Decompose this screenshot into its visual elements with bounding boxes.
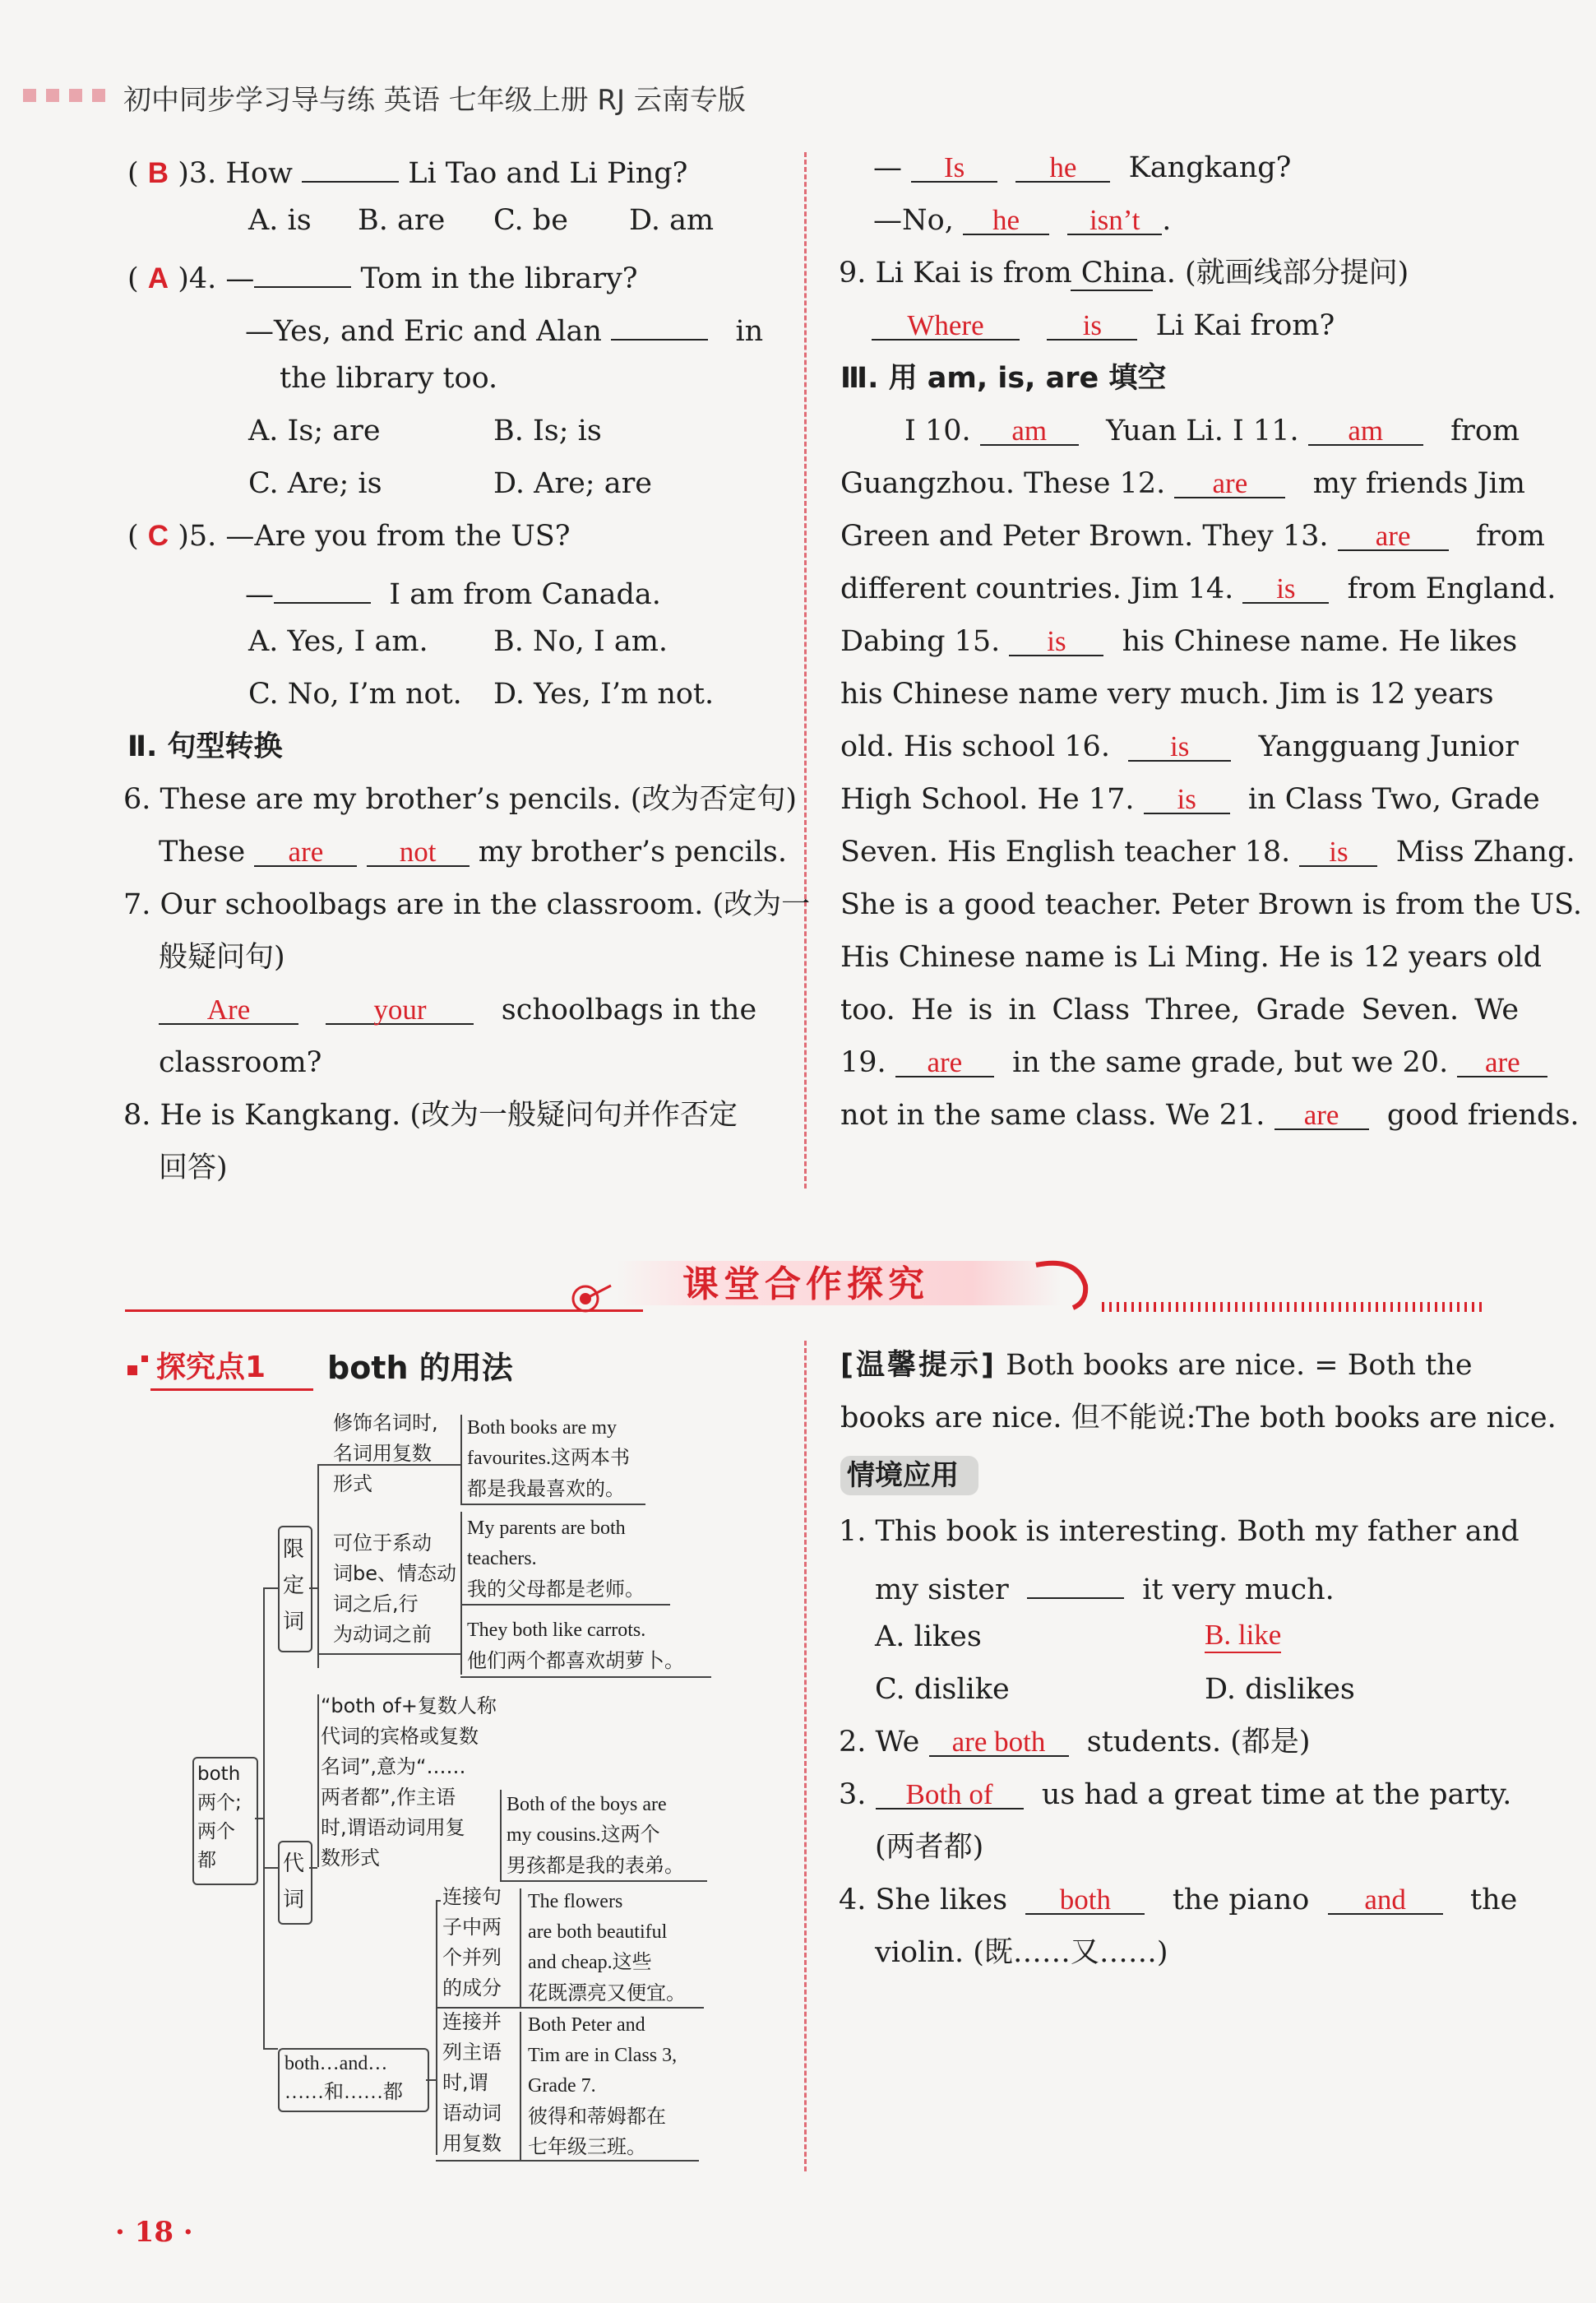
point-label: 探究点1 xyxy=(156,1351,266,1384)
mindmap-link xyxy=(426,2079,436,2081)
mindmap-link xyxy=(263,1587,278,1589)
option-a: A. Yes, I am. xyxy=(248,625,428,658)
question-4-line3: the library too. xyxy=(280,362,498,395)
mindmap-node-desc: 连接并 xyxy=(442,2010,502,2033)
header-decor xyxy=(69,89,82,102)
mindmap-node-desc: 词之后,行 xyxy=(333,1592,419,1615)
mindmap-example: teachers. xyxy=(467,1548,537,1569)
mindmap-example: Grade 7. xyxy=(528,2075,596,2097)
mindmap-node-desc: 两者都”,作主语 xyxy=(321,1786,456,1809)
mindmap-node-desc: 列主语 xyxy=(442,2041,502,2064)
question-8-answer-line2: —No, he isn’t . xyxy=(873,204,1172,237)
tip-line2: books are nice. 但不能说:The both books are nice. xyxy=(840,1402,1557,1434)
answer-choice: B xyxy=(147,157,169,189)
header-decor xyxy=(46,89,59,102)
answer-blank[interactable]: is xyxy=(1009,623,1103,656)
question-8: 8. He is Kangkang. (改为一般疑问句并作否定 xyxy=(123,1099,738,1132)
mindmap-branch xyxy=(317,1694,319,1867)
mindmap-link xyxy=(263,2048,278,2050)
mindmap-example: The flowers xyxy=(528,1891,623,1912)
banner-target-icon xyxy=(566,1279,615,1319)
answer-blank[interactable]: not xyxy=(367,834,470,867)
apply-question-4-line2: violin. (既……又……) xyxy=(875,1936,1168,1969)
column-divider-lower xyxy=(804,1341,807,2171)
mindmap-link xyxy=(460,1504,645,1505)
mindmap-branch xyxy=(317,1464,319,1668)
option-d: D. Are; are xyxy=(493,467,653,500)
mindmap-node-desc: 修饰名词时, xyxy=(333,1411,438,1434)
answer-blank[interactable]: are xyxy=(1338,518,1449,551)
mindmap-node-desc: 的成分 xyxy=(442,1976,502,1999)
option-a: A. is xyxy=(248,204,312,237)
mindmap-branch xyxy=(436,1900,437,2155)
mindmap-node-desc: 代词的宾格或复数 xyxy=(321,1725,479,1748)
cloze-line: Guangzhou. These 12. are my friends Jim xyxy=(840,467,1525,500)
option-a: A. likes xyxy=(875,1620,982,1653)
answer-blank[interactable]: Both of xyxy=(876,1777,1024,1810)
header-decor xyxy=(23,89,36,102)
point-dots xyxy=(141,1355,148,1362)
mindmap-branch xyxy=(460,1415,462,1504)
mindmap-node-desc: 子中两 xyxy=(442,1916,502,1939)
apply-question-2: 2. We are both students. (都是) xyxy=(839,1726,1311,1759)
mindmap-branch xyxy=(460,1512,462,1675)
mindmap-node-desc: 数形式 xyxy=(321,1847,380,1870)
tip-label: [温馨提示] xyxy=(840,1349,997,1382)
banner-title: 课堂合作探究 xyxy=(682,1263,929,1305)
cloze-line: High School. He 17. is in Class Two, Grade xyxy=(840,783,1540,816)
answer-blank[interactable] xyxy=(254,255,351,288)
mindmap-link xyxy=(436,1900,441,1902)
answer-blank[interactable]: are xyxy=(1274,1097,1369,1130)
section-2-title: Ⅱ. 句型转换 xyxy=(127,730,283,763)
mindmap-pron-label: 代词 xyxy=(283,1851,305,1912)
apply-question-1: 1. This book is interesting. Both my father and xyxy=(839,1515,1520,1548)
option-d: D. am xyxy=(629,204,715,237)
mindmap-example: and cheap.这些 xyxy=(528,1952,652,1973)
mindmap-node-desc: 用复数 xyxy=(442,2132,502,2155)
question-4-line2: —Yes, and Eric and Alan in xyxy=(245,308,763,350)
answer-blank[interactable]: are xyxy=(1174,466,1285,498)
mindmap-example: They both like carrots. xyxy=(467,1620,646,1641)
answer-blank[interactable]: he xyxy=(963,202,1049,235)
answer-blank[interactable]: am xyxy=(1308,413,1423,446)
cloze-line: Green and Peter Brown. They 13. are from xyxy=(840,520,1545,553)
question-7-answer: Are your schoolbags in the xyxy=(159,992,756,1028)
point-dots xyxy=(127,1365,137,1375)
apply-question-4: 4. She likes both the piano and the xyxy=(839,1884,1518,1916)
mindmap-branch xyxy=(500,1790,502,1880)
mindmap-example: 七年级三班。 xyxy=(528,2135,646,2158)
option-c: C. Are; is xyxy=(248,467,382,500)
mindmap-example: 都是我最喜欢的。 xyxy=(467,1477,625,1500)
option-b: B. are xyxy=(358,204,446,237)
mindmap-example: Both Peter and xyxy=(528,2014,645,2036)
answer-blank[interactable]: Where xyxy=(872,308,1020,341)
cloze-line: I 10. am Yuan Li. I 11. am from xyxy=(904,415,1520,447)
apply-question-3: 3. Both of us had a great time at the party. xyxy=(839,1778,1512,1811)
mindmap-branch xyxy=(520,2012,521,2160)
question-6-answer: These are not my brother’s pencils. xyxy=(159,836,787,869)
mindmap-example: 彼得和蒂姆都在 xyxy=(528,2105,666,2128)
apply-question-3-note: (两者都) xyxy=(875,1831,984,1864)
mindmap-example: Tim are in Class 3, xyxy=(528,2045,678,2066)
cloze-line: Dabing 15. is his Chinese name. He likes xyxy=(840,625,1518,658)
mindmap-node-desc: 可位于系动 xyxy=(333,1531,432,1555)
tip: [温馨提示] Both books are nice. = Both the xyxy=(840,1349,1473,1382)
answer-blank[interactable]: am xyxy=(980,413,1079,446)
answer-blank[interactable]: are both xyxy=(929,1724,1069,1757)
answer-blank[interactable]: isn’t xyxy=(1067,202,1162,235)
mindmap-node-desc: 语动词 xyxy=(442,2101,502,2125)
question-3: ( B )3. How Li Tao and Li Ping? xyxy=(127,150,687,192)
answer-blank[interactable]: is xyxy=(1047,308,1137,341)
page-number: · 18 · xyxy=(115,2216,193,2249)
question-7: 7. Our schoolbags are in the classroom. (改为一 xyxy=(123,888,811,921)
option-d: D. dislikes xyxy=(1205,1673,1355,1706)
option-b: B. No, I am. xyxy=(493,625,668,658)
mindmap-link xyxy=(263,1867,278,1869)
question-7-answer-line2: classroom? xyxy=(159,1046,322,1079)
option-d: D. Yes, I’m not. xyxy=(493,678,715,711)
answer-blank[interactable]: is xyxy=(1242,571,1329,604)
answer-choice: A xyxy=(147,262,169,294)
mindmap-node-desc: 时,谓语动词用复 xyxy=(321,1816,465,1839)
mindmap-node-desc: 名词用复数 xyxy=(333,1442,432,1465)
mindmap-link xyxy=(255,1818,263,1819)
underline-china xyxy=(1071,290,1153,291)
banner-swirl xyxy=(1028,1257,1102,1318)
mindmap-link xyxy=(309,1867,317,1869)
question-4: ( A )4. — Tom in the library? xyxy=(127,255,638,297)
answer-blank[interactable]: are xyxy=(1457,1045,1547,1077)
question-7-line2: 般疑问句) xyxy=(159,941,285,974)
cloze-line: his Chinese name very much. Jim is 12 years xyxy=(840,678,1494,711)
option-b-correct: B. like xyxy=(1205,1619,1281,1653)
mindmap-node-desc: 形式 xyxy=(333,1472,372,1495)
option-a: A. Is; are xyxy=(248,415,381,447)
answer-blank[interactable]: are xyxy=(895,1045,994,1077)
cloze-line: His Chinese name is Li Ming. He is 12 years old xyxy=(840,941,1543,974)
header-decor xyxy=(92,89,105,102)
section-3-title: Ⅲ. 用 am, is, are 填空 xyxy=(840,362,1167,395)
cloze-line: Seven. His English teacher 18. is Miss Zhang. xyxy=(840,836,1575,869)
page-header: 初中同步学习导与练 英语 七年级上册 RJ 云南专版 xyxy=(123,84,746,117)
mindmap-example: 男孩都是我的表弟。 xyxy=(507,1854,684,1877)
mindmap-root-label: both 两个; 两个都 xyxy=(197,1763,242,1871)
option-c: C. be xyxy=(493,204,568,237)
answer-blank[interactable]: is xyxy=(1128,729,1231,762)
question-9: 9. Li Kai is from China. (就画线部分提问) xyxy=(839,257,1409,290)
mindmap-link xyxy=(460,1676,711,1678)
mindmap-node-desc: 为动词之前 xyxy=(333,1623,432,1646)
answer-blank[interactable]: both xyxy=(1025,1882,1145,1915)
question-6: 6. These are my brother’s pencils. (改为否定句) xyxy=(123,783,798,816)
question-5-line2: — I am from Canada. xyxy=(245,571,661,613)
answer-blank[interactable]: is xyxy=(1299,834,1377,867)
mindmap-trunk xyxy=(263,1587,265,2048)
answer-blank[interactable]: is xyxy=(1144,781,1230,814)
point-underline xyxy=(150,1388,313,1391)
answer-blank[interactable] xyxy=(611,308,708,341)
apply-question-1-line2: my sister it very much. xyxy=(875,1566,1335,1608)
mindmap-limit-label: 限定词 xyxy=(283,1537,305,1634)
answer-blank[interactable]: Are xyxy=(159,992,298,1025)
option-c: C. dislike xyxy=(875,1673,1010,1706)
cloze-line: old. His school 16. is Yangguang Junior xyxy=(840,730,1519,763)
mindmap-example: Both books are my xyxy=(467,1417,617,1439)
option-b: B. Is; is xyxy=(493,415,602,447)
answer-blank[interactable]: Is xyxy=(911,150,997,183)
mindmap-link xyxy=(317,1464,461,1466)
mindmap-link xyxy=(309,1587,317,1589)
point-title: both 的用法 xyxy=(327,1350,513,1386)
banner-line-right xyxy=(1102,1302,1487,1312)
mindmap-example: 花既漂亮又便宜。 xyxy=(528,1981,686,2004)
mindmap-node-desc: “both of+复数人称 xyxy=(321,1694,497,1717)
mindmap-node-desc: 名词”,意为“…… xyxy=(321,1755,466,1778)
mindmap-example: My parents are both xyxy=(467,1518,626,1539)
cloze-line: too. He is in Class Three, Grade Seven. We xyxy=(840,994,1520,1026)
question-9-answer: Where is Li Kai from? xyxy=(872,308,1335,344)
question-8-answer: — Is he Kangkang? xyxy=(873,151,1292,184)
mindmap-node-desc: 连接句 xyxy=(442,1885,502,1908)
apply-title: 情境应用 xyxy=(847,1459,959,1492)
mindmap-node-desc: 个并列 xyxy=(442,1946,502,1969)
mindmap-example: 他们两个都喜欢胡萝卜。 xyxy=(467,1649,684,1672)
mindmap-example: my cousins.这两个 xyxy=(507,1824,660,1846)
mindmap-link xyxy=(500,1880,707,1882)
cloze-line: different countries. Jim 14. is from England. xyxy=(840,572,1557,605)
question-5: ( C )5. —Are you from the US? xyxy=(127,520,571,553)
mindmap-link xyxy=(317,1653,461,1655)
cloze-line: She is a good teacher. Peter Brown is from the US. xyxy=(840,888,1582,921)
column-divider xyxy=(804,152,807,1189)
mindmap-example: favourites.这两本书 xyxy=(467,1448,630,1469)
mindmap-conj-label: both…and… ……和……都 xyxy=(285,2053,403,2103)
question-8-line2: 回答) xyxy=(159,1152,228,1184)
answer-blank[interactable]: and xyxy=(1328,1882,1443,1915)
cloze-line: 19. are in the same grade, but we 20. are xyxy=(840,1045,1547,1081)
mindmap-link xyxy=(460,1604,670,1606)
mindmap-example: 我的父母都是老师。 xyxy=(467,1578,645,1601)
answer-blank[interactable] xyxy=(274,571,371,604)
mindmap-link xyxy=(436,2160,699,2162)
cloze-line: not in the same class. We 21. are good friends. xyxy=(840,1099,1580,1132)
option-c: C. No, I’m not. xyxy=(248,678,462,711)
answer-blank[interactable]: are xyxy=(254,834,357,867)
mindmap-branch xyxy=(520,1888,521,2007)
answer-choice: C xyxy=(147,520,169,552)
answer-blank[interactable]: your xyxy=(326,992,474,1025)
mindmap-node-desc: 词be、情态动 xyxy=(333,1562,456,1585)
mindmap-example: Both of the boys are xyxy=(507,1794,667,1815)
mindmap-example: are both beautiful xyxy=(528,1921,668,1943)
answer-blank[interactable] xyxy=(1027,1566,1124,1599)
mindmap-node-desc: 时,谓 xyxy=(442,2071,488,2094)
answer-blank[interactable]: he xyxy=(1015,150,1110,183)
answer-blank[interactable] xyxy=(302,150,399,183)
